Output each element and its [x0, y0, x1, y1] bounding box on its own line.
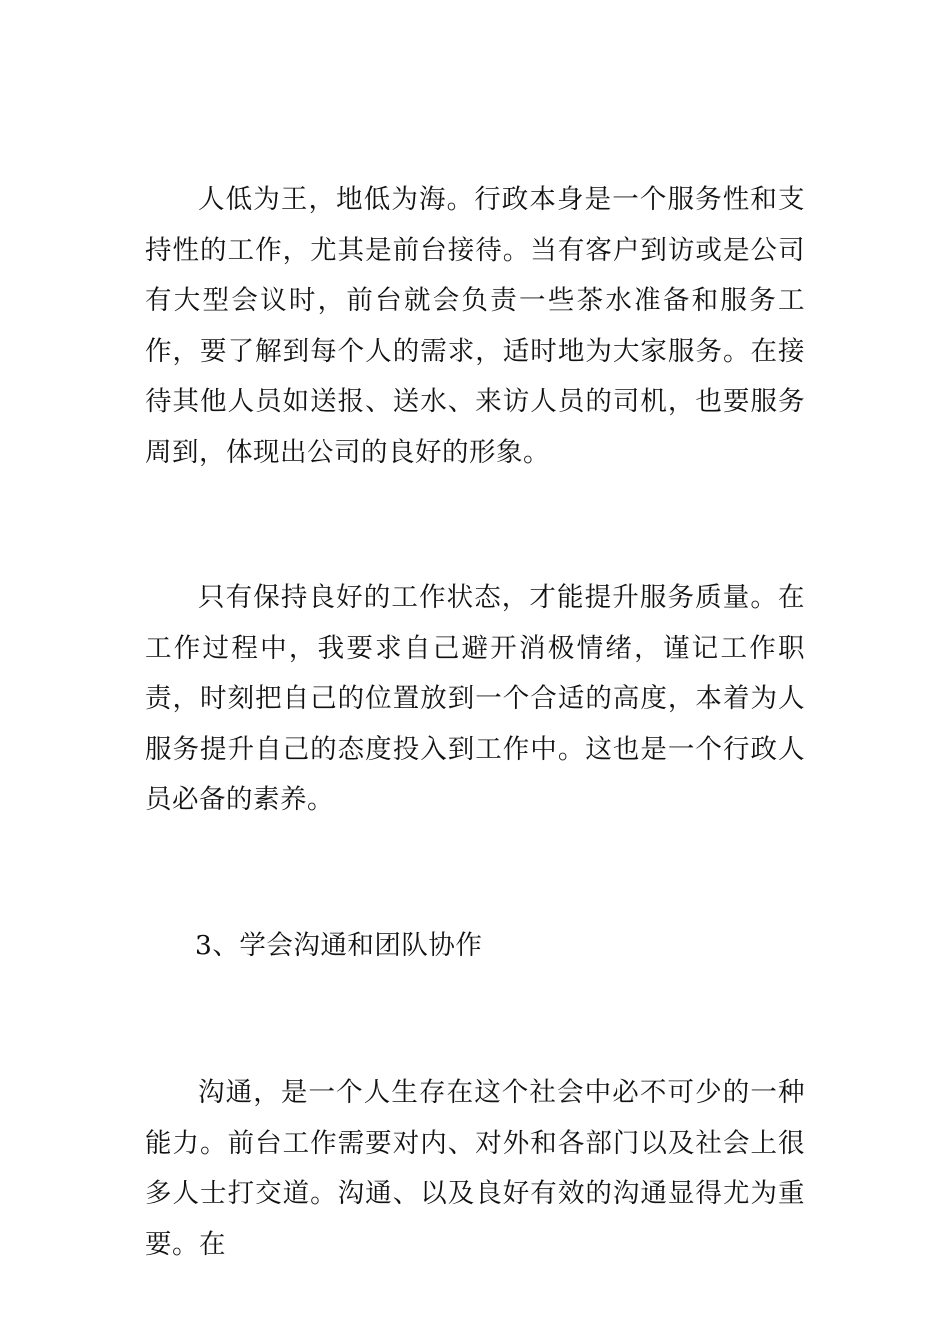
paragraph-work-state: 只有保持良好的工作状态，才能提升服务质量。在工作过程中，我要求自己避开消极情绪，谨记工作职责，时刻把自己的位置放到一个合适的高度，本着为人服务提升自己的态度投入到工作中。这也是一个行政人员必备的素养。 — [145, 582, 805, 815]
paragraph-communication: 沟通，是一个人生存在这个社会中必不可少的一种能力。前台工作需要对内、对外和各部门以及社会上很多人士打交道。沟通、以及良好有效的沟通显得尤为重要。在 — [145, 1077, 805, 1260]
section-heading: 3、学会沟通和团队协作 — [195, 930, 483, 961]
paragraph-service-attitude: 人低为王，地低为海。行政本身是一个服务性和支持性的工作，尤其是前台接待。当有客户到访或是公司有大型会议时，前台就会负责一些茶水准备和服务工作，要了解到每个人的需求，适时地为大家服务。在接待其他人员如送报、送水、来访人员的司机，也要服务周到，体现出公司的良好的形象。 — [145, 184, 805, 468]
